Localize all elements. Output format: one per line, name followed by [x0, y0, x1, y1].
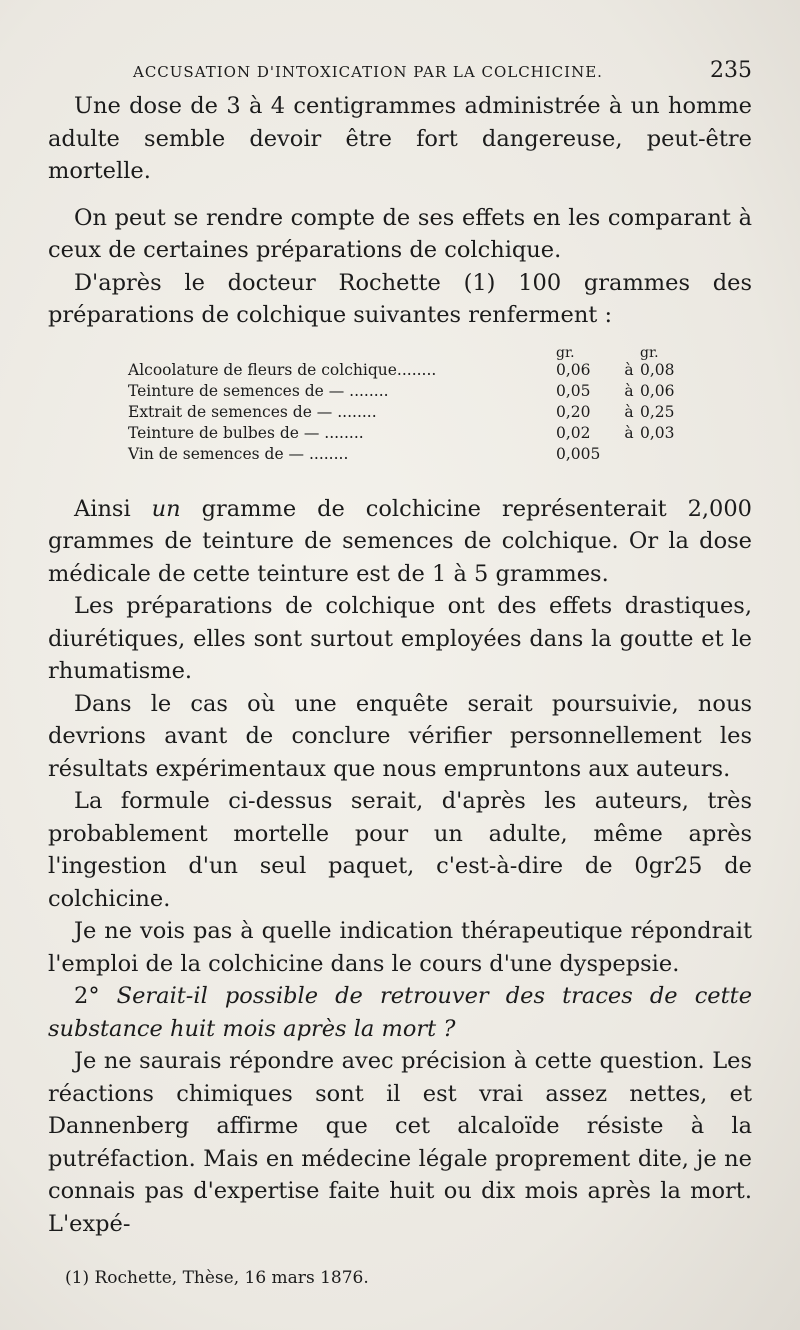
unit-label: gr.: [640, 344, 659, 361]
remaining-text: [48, 493, 752, 1241]
preparation-name: Extrait de semences de — ........: [128, 402, 377, 421]
paragraph-formule: La formule ci-dessus serait, d'après les auteurs, très probablement mortelle pour un adulte, même après l'ingestion d'un seul paquet, c'est-à-dire de 0gr25 de colchicine.: [48, 788, 752, 912]
paragraph-precision: Je ne saurais répondre avec précision à cette question. Les réactions chimiques sont il est vrai assez nettes, et Dannenberg affirme que cet alcaloïde résiste à la putréfaction. Mais en médecine légale proprement dite, je ne connais pas d'expertise faite huit ou dix mois après la mort. L'expé-: [48, 1048, 752, 1237]
value-sep: à: [624, 381, 634, 400]
table-row: [128, 402, 700, 423]
value-min: 0,20: [556, 402, 591, 421]
value-max: [640, 444, 700, 465]
table-row: [128, 444, 700, 465]
paragraph-indication: Je ne vois pas à quelle indication thérapeutique répondrait l'emploi de la colchicine dans le cours d'une dyspepsie.: [48, 918, 752, 977]
text-run: gramme de colchicine représenterait 2,000 grammes de teinture de semences de colchique. Or la dose médicale de cette teinture est de 1 à 5 grammes.: [48, 495, 752, 587]
unit-label: gr.: [556, 344, 575, 361]
value-max: 0,06: [640, 381, 675, 400]
paragraph-ainsi: [48, 493, 752, 591]
table-row: [128, 360, 700, 381]
value-min: 0,06: [556, 360, 591, 379]
emphasis: un: [151, 495, 181, 522]
preparation-name: Teinture de bulbes de — ........: [128, 423, 364, 442]
table-row: [128, 423, 700, 444]
units-row: [128, 346, 700, 360]
preparation-name: Vin de semences de — ........: [128, 444, 349, 463]
question-number: 2°: [74, 983, 117, 1009]
paragraph-dose: Une dose de 3 à 4 centigrammes administrée à un homme adulte semble devoir être fort dangereuse, peut-être mortelle.: [48, 93, 752, 184]
preparation-name: Alcoolature de fleurs de colchique........: [128, 360, 437, 379]
footnote: (1) Rochette, Thèse, 16 mars 1876.: [65, 1268, 369, 1288]
text-run: Ainsi: [74, 495, 152, 522]
value-max: 0,08: [640, 360, 675, 379]
paragraph-enquete: Dans le cas où une enquête serait poursuivie, nous devrions avant de conclure vérifier personnellement les résultats expérimentaux que nous empruntons aux auteurs.: [48, 690, 752, 782]
running-head: ACCUSATION D'INTOXICATION PAR LA COLCHICINE.: [133, 63, 603, 81]
paragraph-comparison: On peut se rendre compte de ses effets en les comparant à ceux de certaines préparations de colchique.: [48, 204, 752, 263]
page-body: [48, 90, 752, 1240]
value-min: 0,02: [556, 423, 591, 442]
value-sep: [618, 444, 640, 465]
page-header: [133, 58, 752, 83]
value-max: 0,03: [640, 423, 675, 442]
value-min: 0,05: [556, 381, 591, 400]
value-min: 0,005: [556, 444, 601, 463]
page-number: 235: [710, 58, 752, 83]
paragraph-effects: Les préparations de colchique ont des effets drastiques, diurétiques, elles sont surtout employées dans la goutte et le rhumatisme.: [48, 593, 752, 684]
table-row: [128, 381, 700, 402]
value-sep: à: [624, 402, 634, 421]
paragraph-rochette: D'après le docteur Rochette (1) 100 grammes des préparations de colchique suivantes renferment :: [48, 269, 752, 328]
value-max: 0,25: [640, 402, 675, 421]
preparations-table: [128, 346, 700, 465]
question-heading: [48, 980, 752, 1045]
question-text: Serait-il possible de retrouver des traces de cette substance huit mois après la mort ?: [48, 983, 753, 1042]
preparation-name: Teinture de semences de — ........: [128, 381, 389, 400]
value-sep: à: [624, 423, 634, 442]
value-sep: à: [624, 360, 634, 379]
